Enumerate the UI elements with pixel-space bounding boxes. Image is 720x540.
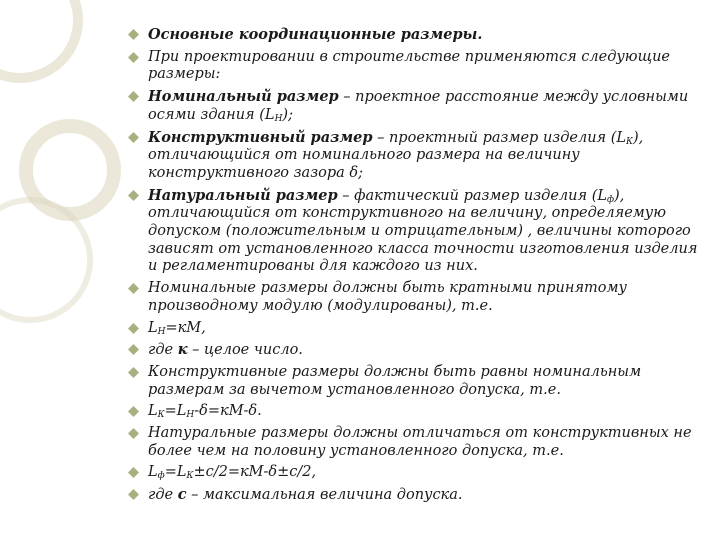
decorative-ring-top: [0, 0, 78, 78]
variable-c: с: [177, 486, 187, 504]
bullet-icon: [128, 132, 139, 143]
item-text: Конструктивные размеры должны быть равны номинальным размерам за вычетом установленного допуска, т.е.: [148, 363, 642, 398]
bullet-icon: [128, 91, 139, 102]
list-item: [122, 403, 702, 421]
formula-text: =L: [164, 464, 187, 481]
formula-text: =кМ,: [165, 319, 206, 336]
item-text: где: [148, 342, 178, 359]
bullet-icon: [128, 344, 139, 355]
subscript: ф: [157, 471, 165, 482]
item-bold-text: Основные координационные размеры.: [148, 26, 483, 43]
bullet-icon: [128, 428, 139, 439]
item-text: – проектный размер изделия (L: [372, 129, 627, 146]
list-item: [122, 486, 702, 505]
item-text: – целое число.: [187, 342, 303, 359]
formula-text: L: [148, 464, 158, 481]
item-text: – проектное расстояние между условными осями здания (L: [148, 89, 689, 123]
subscript: Н: [274, 113, 283, 124]
bullet-icon: [128, 489, 139, 500]
subscript: К: [186, 471, 194, 482]
list-item: [122, 280, 702, 315]
formula-text: L: [148, 319, 158, 336]
variable-k: к: [177, 341, 188, 359]
item-text: ), отличающийся от номинального размера на величину конструктивного зазора δ;: [148, 129, 644, 181]
bullet-icon: [128, 467, 139, 478]
item-text: );: [282, 106, 293, 123]
term-natural-size: Натуральный размер: [148, 186, 338, 204]
subscript: ф: [606, 194, 615, 205]
subscript: Н: [157, 326, 166, 337]
list-item: [122, 364, 702, 399]
item-text: Натуральные размеры должны отличаться от конструктивных не более чем на половину установленного допуска, т.е.: [148, 425, 692, 459]
list-item: [122, 425, 702, 460]
item-text: где: [148, 487, 178, 504]
bullet-icon: [128, 367, 139, 378]
list-item: [122, 129, 702, 183]
formula-text: -δ=кМ-δ.: [194, 403, 262, 420]
bullet-icon: [128, 190, 139, 201]
bullet-icon: [128, 52, 139, 63]
list-item: [122, 26, 702, 45]
formula-text: =L: [164, 403, 187, 420]
subscript: К: [157, 410, 165, 421]
bullet-icon: [128, 29, 139, 40]
list-item: [122, 341, 702, 360]
formula-text: ±с/2=кМ-δ±с/2,: [193, 464, 317, 481]
term-constructive-size: Конструктивный размер: [148, 128, 373, 146]
list-item: [122, 464, 702, 482]
item-text: – фактический размер изделия (L: [337, 187, 607, 204]
term-nominal-size: Номинальный размер: [148, 88, 339, 106]
list-item: [122, 49, 702, 84]
subscript: Н: [186, 410, 195, 421]
bullet-icon: [128, 323, 139, 334]
list-item: [122, 320, 702, 338]
bullet-icon: [128, 283, 139, 294]
bullet-list: [122, 26, 702, 505]
item-text: Номинальные размеры должны быть кратными принятому производному модулю (модулированы), т.е.: [148, 280, 627, 314]
bullet-icon: [128, 406, 139, 417]
item-text: При проектировании в строительстве применяются следующие размеры:: [148, 48, 671, 83]
decorative-ring-lower: [0, 200, 90, 320]
item-text: – максимальная величина допуска.: [186, 487, 463, 504]
item-text: ), отличающийся от конструктивного на величину, определяемую допуском (положительным и отрицательным) , величины которого зависят от установленного класса точности изготовления изделия и регламентированы для каждого из них.: [148, 187, 698, 275]
list-item: [122, 88, 702, 124]
subscript: К: [626, 136, 633, 147]
list-item: [122, 187, 702, 277]
formula-text: L: [148, 403, 158, 420]
decorative-ring-middle: [26, 126, 114, 214]
background-decoration: [0, 0, 140, 540]
